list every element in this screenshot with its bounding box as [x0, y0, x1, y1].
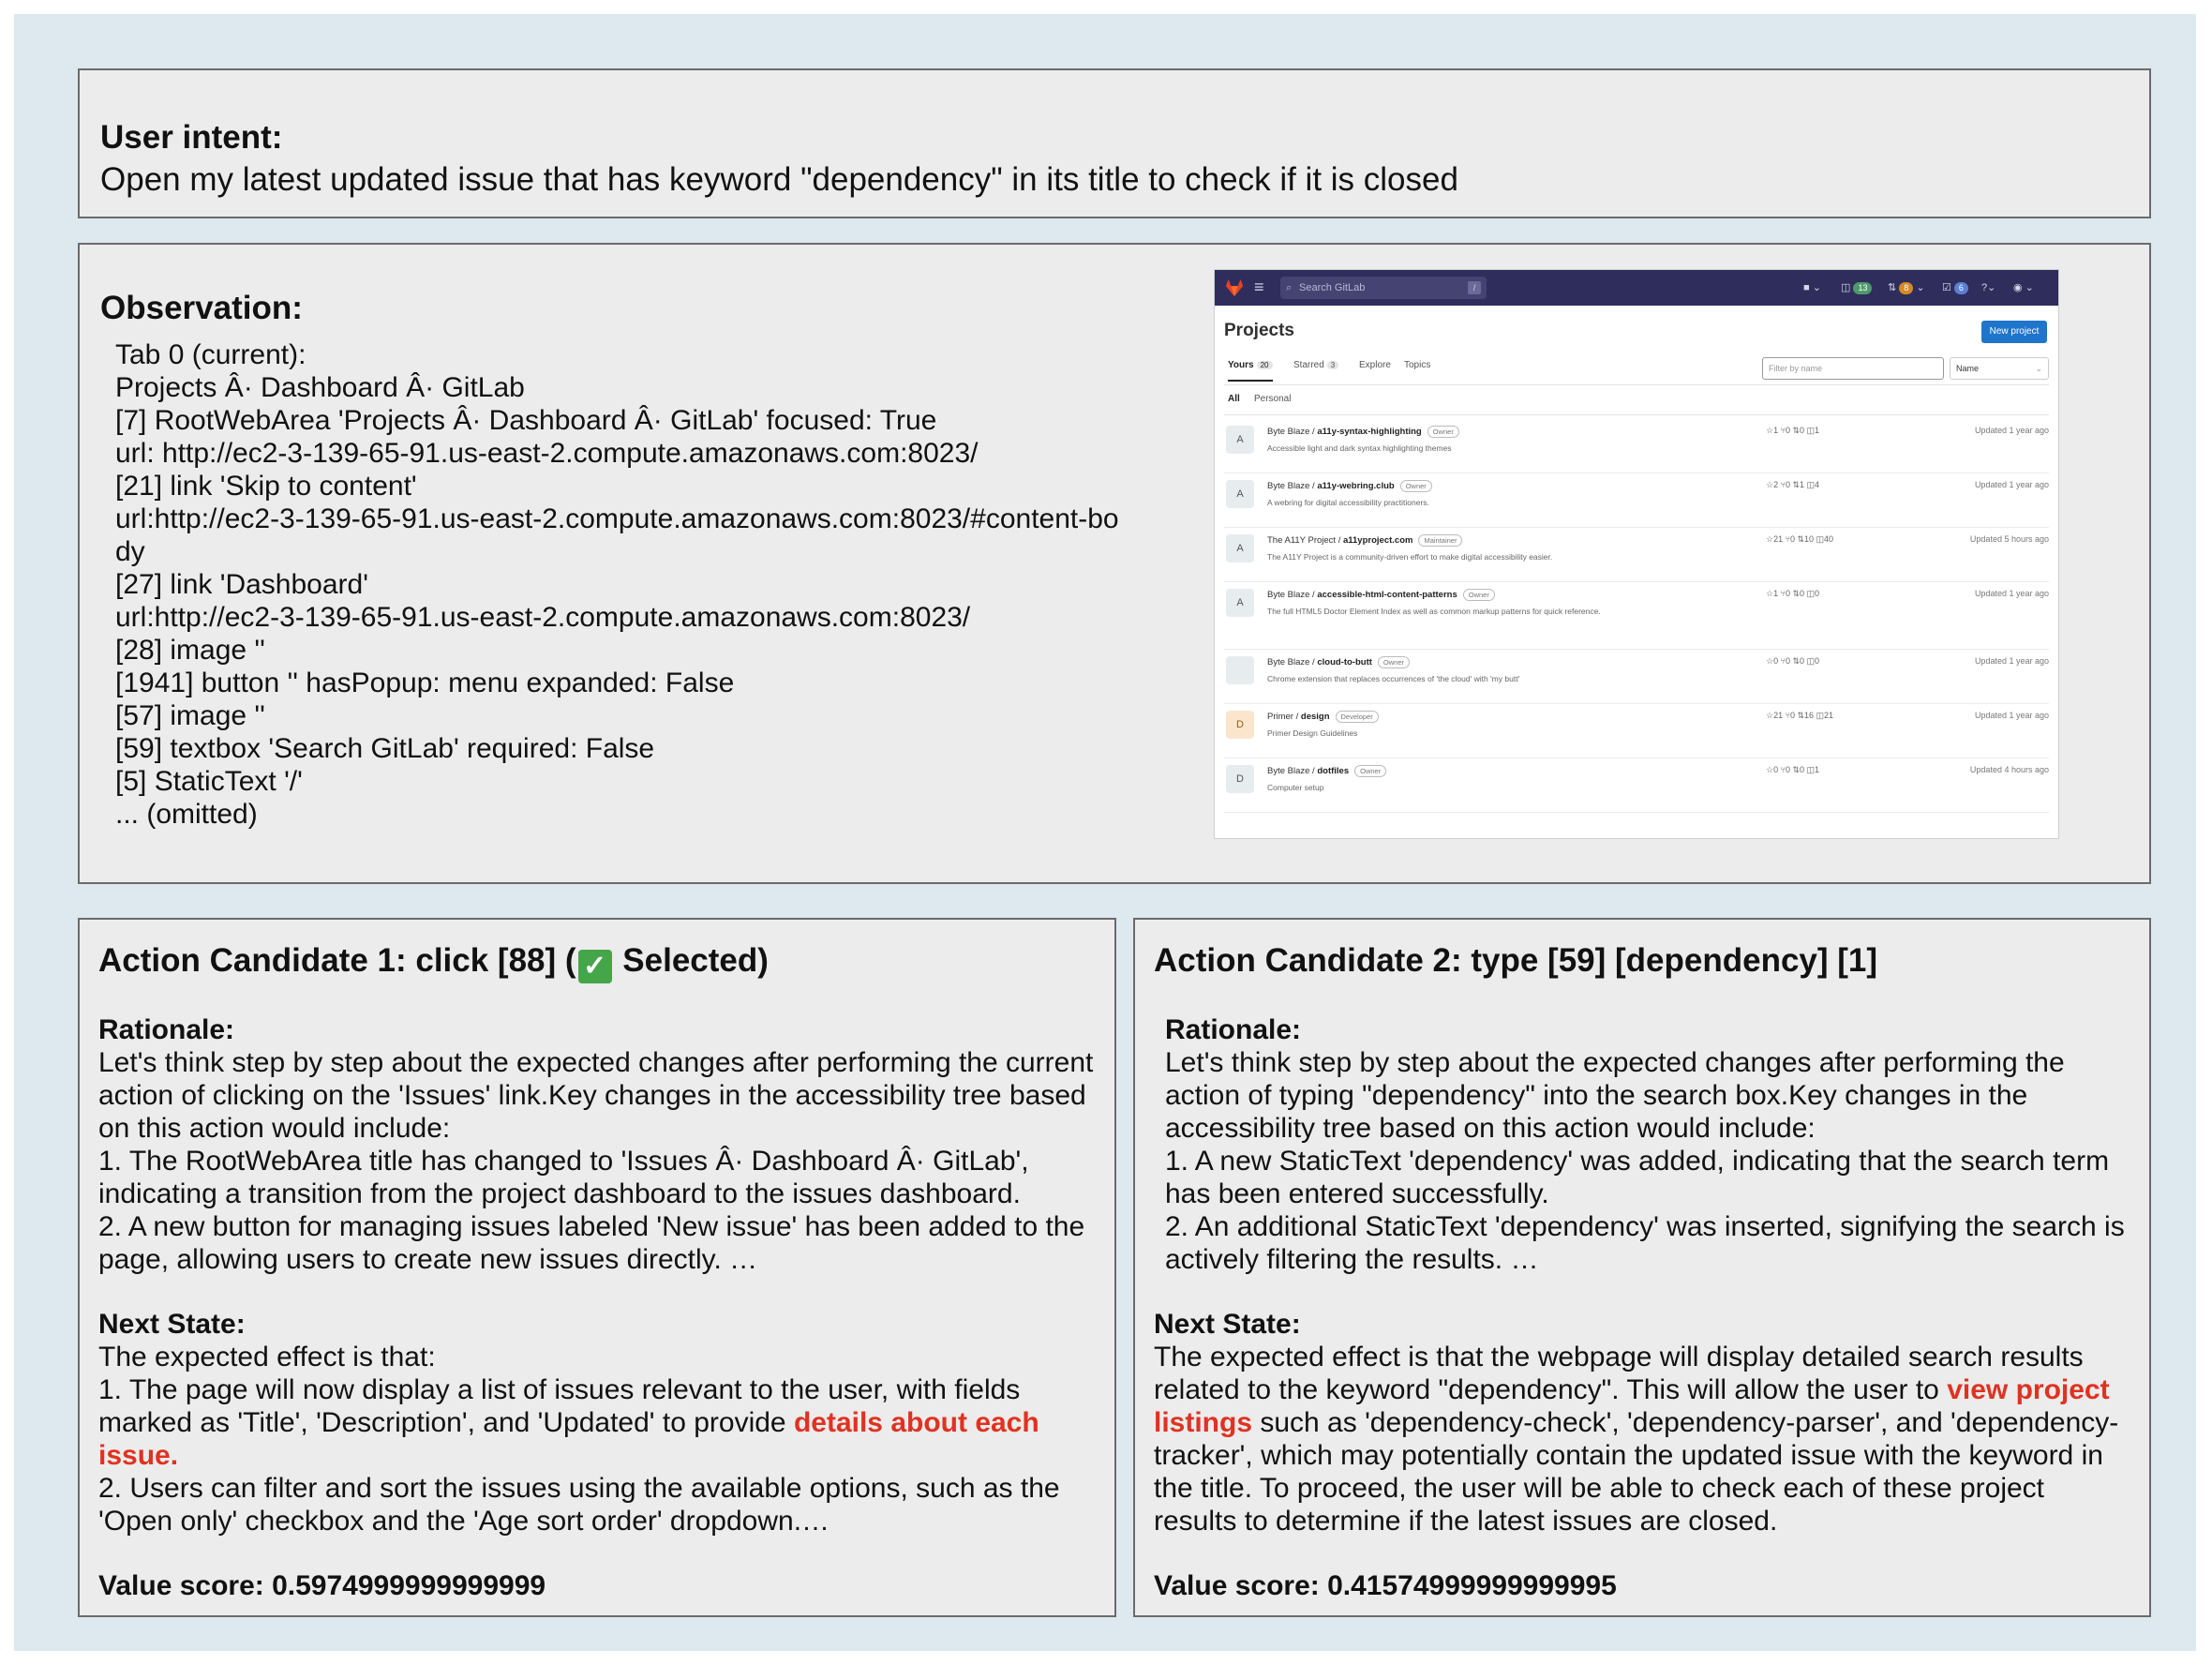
merge-requests-icon[interactable]: ⇅ 8 ⌄ [1888, 282, 1925, 293]
next-state-heading: Next State: [1154, 1309, 1301, 1340]
project-description: Chrome extension that replaces occurrences of 'the cloud' with 'my butt' [1267, 674, 1520, 683]
project-name[interactable]: Primer / design Developer [1267, 711, 1379, 723]
project-name[interactable]: The A11Y Project / a11yproject.com Maintainer [1267, 534, 1462, 547]
project-avatar: D [1226, 765, 1254, 793]
project-row[interactable] [1224, 703, 2049, 758]
obs-line: url: http://ec2-3-139-65-91.us-east-2.compute.amazonaws.com:8023/ [115, 438, 979, 469]
project-avatar: A [1226, 589, 1254, 617]
project-stats: ☆1 ⑂0 ⇅0 ◫0 [1766, 589, 1820, 598]
project-stats: ☆0 ⑂0 ⇅0 ◫0 [1766, 656, 1820, 666]
gitlab-top-bar [1215, 270, 2058, 306]
next-state-point: 2. Users can filter and sort the issues using the available options, such as the 'Open only' checkbox and the 'Age sort order' dropdown.… [98, 1473, 1060, 1537]
project-name[interactable]: Byte Blaze / dotfiles Owner [1267, 765, 1386, 777]
project-row[interactable] [1224, 581, 2049, 650]
project-updated: Updated 1 year ago [1974, 426, 2049, 435]
obs-line: Projects Â· Dashboard Â· GitLab [115, 372, 525, 403]
obs-line: [21] link 'Skip to content' [115, 471, 417, 502]
tab-explore[interactable]: Explore [1359, 360, 1391, 370]
candidate-2-title: Action Candidate 2: type [59] [dependency] [1] [1154, 942, 1878, 979]
project-row[interactable] [1224, 527, 2049, 582]
obs-line: [59] textbox 'Search GitLab' required: False [115, 733, 655, 764]
rationale-block [1154, 1013, 2130, 1276]
sort-dropdown[interactable]: Name ⌄ [1950, 357, 2049, 380]
project-updated: Updated 5 hours ago [1969, 534, 2049, 544]
project-description: Accessible light and dark syntax highlighting themes [1267, 443, 1452, 453]
project-updated: Updated 1 year ago [1974, 589, 2049, 598]
project-stats: ☆1 ⑂0 ⇅0 ◫1 [1766, 426, 1820, 435]
rationale-text: Let's think step by step about the expected changes after performing the action of typing "dependency" into the search box.Key changes in the accessibility tree based on this action would include: [1165, 1047, 2065, 1144]
intent-heading: User intent: [100, 119, 283, 156]
obs-line: Tab 0 (current): [115, 339, 306, 370]
project-description: The A11Y Project is a community-driven effort to make digital accessibility easier. [1267, 552, 1553, 562]
avatar[interactable]: ◉ ⌄ [2013, 282, 2034, 293]
accessibility-tree-text [115, 338, 1128, 831]
rationale-point: 1. The RootWebArea title has changed to 'Issues Â· Dashboard Â· GitLab', indicating a transition from the project dashboard to the issues dashboard. [98, 1146, 1029, 1209]
rationale-point: 2. A new button for managing issues labeled 'New issue' has been added to the page, allowing users to create new issues directly. … [98, 1211, 1085, 1275]
tab-topics[interactable]: Topics [1404, 360, 1431, 370]
obs-line: [27] link 'Dashboard' [115, 569, 368, 600]
search-icon: ⌕ [1286, 282, 1293, 293]
user-intent-panel [78, 68, 2151, 218]
project-subtabs [1224, 386, 2049, 415]
tab-yours[interactable]: Yours 20 [1228, 360, 1273, 382]
project-updated: Updated 1 year ago [1974, 656, 2049, 666]
project-description: Primer Design Guidelines [1267, 728, 1358, 738]
observation-heading: Observation: [100, 290, 303, 326]
project-row[interactable] [1224, 418, 2049, 473]
project-updated: Updated 1 year ago [1974, 480, 2049, 489]
project-stats: ☆0 ⑂0 ⇅0 ◫1 [1766, 765, 1820, 774]
project-stats: ☆2 ⑂0 ⇅1 ◫4 [1766, 480, 1820, 489]
action-candidate-1-panel [78, 918, 1116, 1617]
gitlab-screenshot [1214, 269, 2059, 839]
subtab-personal[interactable]: Personal [1254, 394, 1292, 404]
project-row[interactable] [1224, 472, 2049, 528]
issues-icon[interactable]: ◫ 13 [1841, 279, 1872, 296]
project-name[interactable]: Byte Blaze / a11y-syntax-highlighting Owner [1267, 426, 1459, 438]
obs-line: url:http://ec2-3-139-65-91.us-east-2.compute.amazonaws.com:8023/#content-body [115, 503, 1119, 567]
chevron-down-icon: ⌄ [2035, 364, 2042, 373]
obs-line: ... (omitted) [115, 799, 258, 830]
next-state-text: The expected effect is that the webpage will display detailed search results related to the keyword "dependency". This will allow the user to view project listings such as 'dependency-check', 'dependency-parser', and 'dependency-tracker', which may potentially contain the updated issue with the keyword in the title. To proceed, the user will be able to check each of these project results to determine if the latest issues are closed. [1154, 1342, 2119, 1537]
help-icon[interactable]: ?⌄ [1981, 282, 1996, 293]
project-avatar: D [1226, 711, 1254, 739]
obs-line: [1941] button '' hasPopup: menu expanded: False [115, 668, 735, 698]
project-updated: Updated 4 hours ago [1969, 765, 2049, 774]
new-project-button[interactable]: New project [1981, 321, 2047, 343]
next-state-heading: Next State: [98, 1309, 246, 1340]
project-avatar: A [1226, 426, 1254, 454]
project-description: Computer setup [1267, 783, 1324, 792]
project-avatar [1226, 656, 1254, 684]
todo-icon[interactable]: ☑ 6 [1942, 279, 1968, 296]
obs-line: [5] StaticText '/' [115, 766, 303, 797]
obs-line: [28] image '' [115, 635, 265, 666]
candidate-2-body [1154, 1013, 2130, 1602]
obs-line: url:http://ec2-3-139-65-91.us-east-2.compute.amazonaws.com:8023/ [115, 602, 971, 633]
project-row[interactable] [1224, 758, 2049, 813]
rationale-point: 2. An additional StaticText 'dependency' was inserted, signifying the search is actively filtering the results. … [1165, 1211, 2125, 1275]
gitlab-logo-icon[interactable] [1224, 278, 1245, 298]
filter-input[interactable]: Filter by name [1762, 357, 1944, 380]
create-new-icon[interactable]: ■ ⌄ [1803, 282, 1821, 293]
rationale-heading: Rationale: [98, 1014, 235, 1045]
value-score: Value score: 0.41574999999999995 [1154, 1570, 1617, 1601]
slash-shortcut: / [1468, 281, 1481, 294]
observation-panel [78, 243, 2151, 884]
project-avatar: A [1226, 534, 1254, 562]
page-title: Projects [1224, 321, 1294, 340]
value-score: Value score: 0.5974999999999999 [98, 1570, 546, 1601]
rationale-text: Let's think step by step about the expected changes after performing the current action of clicking on the 'Issues' link.Key changes in the accessibility tree based on this action would include: [98, 1047, 1094, 1144]
figure-canvas [14, 14, 2196, 1651]
next-state-intro: The expected effect is that: [98, 1342, 436, 1372]
intent-text: Open my latest updated issue that has keyword "dependency" in its title to check if it is closed [100, 161, 1458, 198]
project-row[interactable] [1224, 649, 2049, 704]
project-updated: Updated 1 year ago [1974, 711, 2049, 720]
search-input[interactable]: ⌕ Search GitLab / [1280, 277, 1487, 299]
project-tabs [1224, 351, 2049, 385]
project-name[interactable]: Byte Blaze / cloud-to-butt Owner [1267, 656, 1410, 668]
menu-icon[interactable]: ≡ [1254, 278, 1264, 296]
project-description: A webring for digital accessibility practitioners. [1267, 498, 1429, 507]
subtab-all[interactable]: All [1228, 394, 1240, 404]
candidate-1-body [98, 1013, 1096, 1602]
check-icon: ✓ [578, 950, 612, 983]
next-state-point: 1. The page will now display a list of issues relevant to the user, with fields marked as 'Title', 'Description', and 'Updated' to provide details about each issue. [98, 1374, 1039, 1471]
project-name[interactable]: Byte Blaze / accessible-html-content-patterns Owner [1267, 589, 1495, 601]
tab-starred[interactable]: Starred 3 [1293, 360, 1338, 370]
highlight-text: view project listings [1154, 1374, 2110, 1438]
obs-line: [7] RootWebArea 'Projects Â· Dashboard Â· GitLab' focused: True [115, 405, 937, 436]
project-stats: ☆21 ⑂0 ⇅10 ◫40 [1766, 534, 1834, 544]
highlight-text: details about each issue. [98, 1407, 1039, 1471]
project-avatar: A [1226, 480, 1254, 508]
candidate-1-title: Action Candidate 1: click [88] ( ✓ Selected) [98, 942, 769, 982]
project-description: The full HTML5 Doctor Element Index as well as common markup patterns for quick reference. [1267, 607, 1601, 616]
project-name[interactable]: Byte Blaze / a11y-webring.club Owner [1267, 480, 1432, 492]
project-stats: ☆21 ⑂0 ⇅16 ◫21 [1766, 711, 1834, 720]
rationale-point: 1. A new StaticText 'dependency' was added, indicating that the search term has been entered successfully. [1165, 1146, 2110, 1209]
action-candidate-2-panel [1133, 918, 2151, 1617]
obs-line: [57] image '' [115, 700, 265, 731]
rationale-heading: Rationale: [1165, 1014, 1302, 1045]
